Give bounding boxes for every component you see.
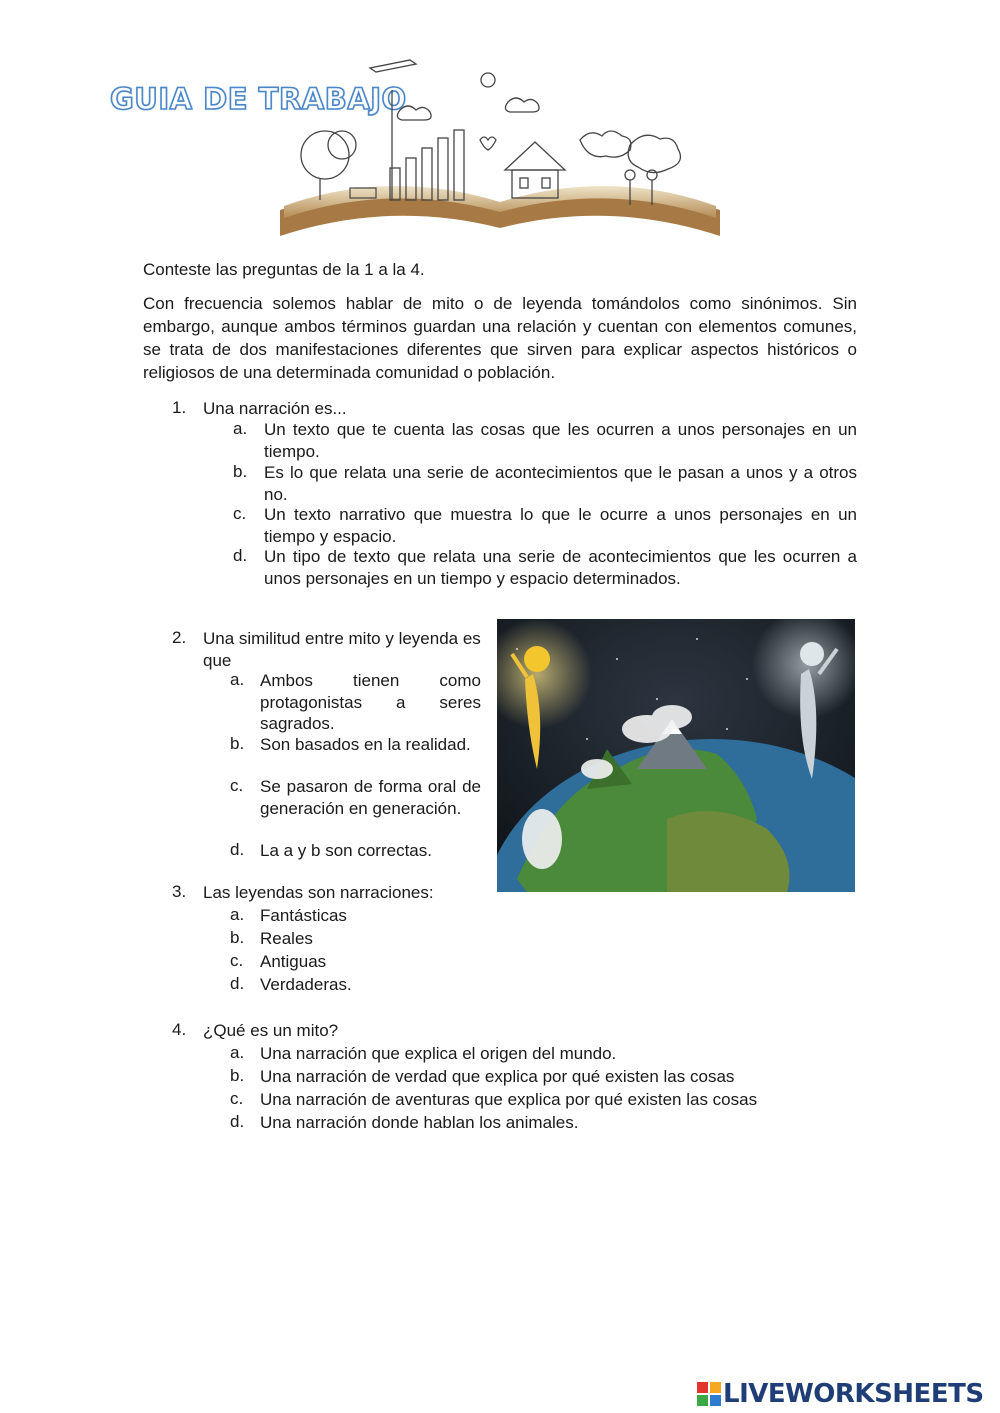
q1-option-a-letter: a. — [233, 419, 248, 438]
q3-option-c-letter: c. — [230, 951, 244, 970]
q3-option-b: Reales — [260, 929, 313, 948]
question-3-number: 3. — [172, 882, 187, 901]
q3-option-c: Antiguas — [260, 952, 327, 971]
q2-option-b-letter: b. — [230, 734, 245, 753]
book-illustration — [280, 50, 720, 240]
q4-option-a: Una narración que explica el origen del mundo. — [260, 1044, 617, 1063]
q4-option-c: Una narración de aventuras que explica por qué existen las cosas — [260, 1090, 758, 1109]
liveworksheets-logo[interactable] — [697, 1377, 984, 1411]
q2-option-a: Ambos tienen como protagonistas a seres sagrados. — [260, 671, 481, 733]
q2-option-c: Se pasaron de forma oral de generación en generación. — [260, 777, 481, 818]
q2-option-a-letter: a. — [230, 670, 245, 689]
q1-option-a: Un texto que te cuenta las cosas que les ocurren a unos personajes en un tiempo. — [264, 420, 857, 461]
intro-paragraph: Con frecuencia solemos hablar de mito o de leyenda tomándolos como sinónimos. Sin embargo, aunque ambos términos guardan una relación y cuentan con elementos comunes, se trata de dos manifestaciones diferentes que sirven para explicar aspectos históricos o religiosos de una determinada comunidad o población. — [143, 294, 857, 382]
q1-option-b: Es lo que relata una serie de acontecimientos que le pasan a unos y a otros no. — [264, 463, 857, 504]
q1-option-d: Un tipo de texto que relata una serie de acontecimientos que les ocurren a unos personajes en un tiempo y espacio determinados. — [264, 547, 857, 588]
question-2-number: 2. — [172, 628, 187, 647]
liveworksheets-logo-icon — [697, 1382, 721, 1406]
instructions-text: Conteste las preguntas de la 1 a la 4. — [143, 260, 425, 279]
myth-world-illustration — [497, 619, 855, 892]
page-title: GUIA DE TRABAJO — [110, 82, 407, 116]
liveworksheets-logo-text: LIVEWORKSHEETS — [723, 1379, 984, 1409]
q4-option-a-letter: a. — [230, 1043, 245, 1062]
question-4-text: ¿Qué es un mito? — [203, 1021, 339, 1040]
question-4-number: 4. — [172, 1020, 187, 1039]
question-1-number: 1. — [172, 398, 187, 417]
q1-option-c-letter: c. — [233, 504, 247, 523]
q2-option-c-letter: c. — [230, 776, 244, 795]
question-2-text: Una similitud entre mito y leyenda es que — [203, 629, 481, 670]
q4-option-d-letter: d. — [230, 1112, 245, 1131]
q3-option-a: Fantásticas — [260, 906, 347, 925]
q2-option-d-letter: d. — [230, 840, 245, 859]
q3-option-a-letter: a. — [230, 905, 245, 924]
q1-option-c: Un texto narrativo que muestra lo que le ocurre a unos personajes en un tiempo y espacio. — [264, 505, 857, 546]
question-3-text: Las leyendas son narraciones: — [203, 883, 434, 902]
question-1-text: Una narración es... — [203, 399, 347, 418]
q1-option-b-letter: b. — [233, 462, 248, 481]
q2-option-b: Son basados en la realidad. — [260, 735, 471, 754]
q4-option-b: Una narración de verdad que explica por qué existen las cosas — [260, 1067, 735, 1086]
q4-option-d: Una narración donde hablan los animales. — [260, 1113, 579, 1132]
q4-option-b-letter: b. — [230, 1066, 245, 1085]
q4-option-c-letter: c. — [230, 1089, 244, 1108]
q3-option-b-letter: b. — [230, 928, 245, 947]
q2-option-d: La a y b son correctas. — [260, 841, 432, 860]
q3-option-d-letter: d. — [230, 974, 245, 993]
q1-option-d-letter: d. — [233, 546, 248, 565]
q3-option-d: Verdaderas. — [260, 975, 352, 994]
